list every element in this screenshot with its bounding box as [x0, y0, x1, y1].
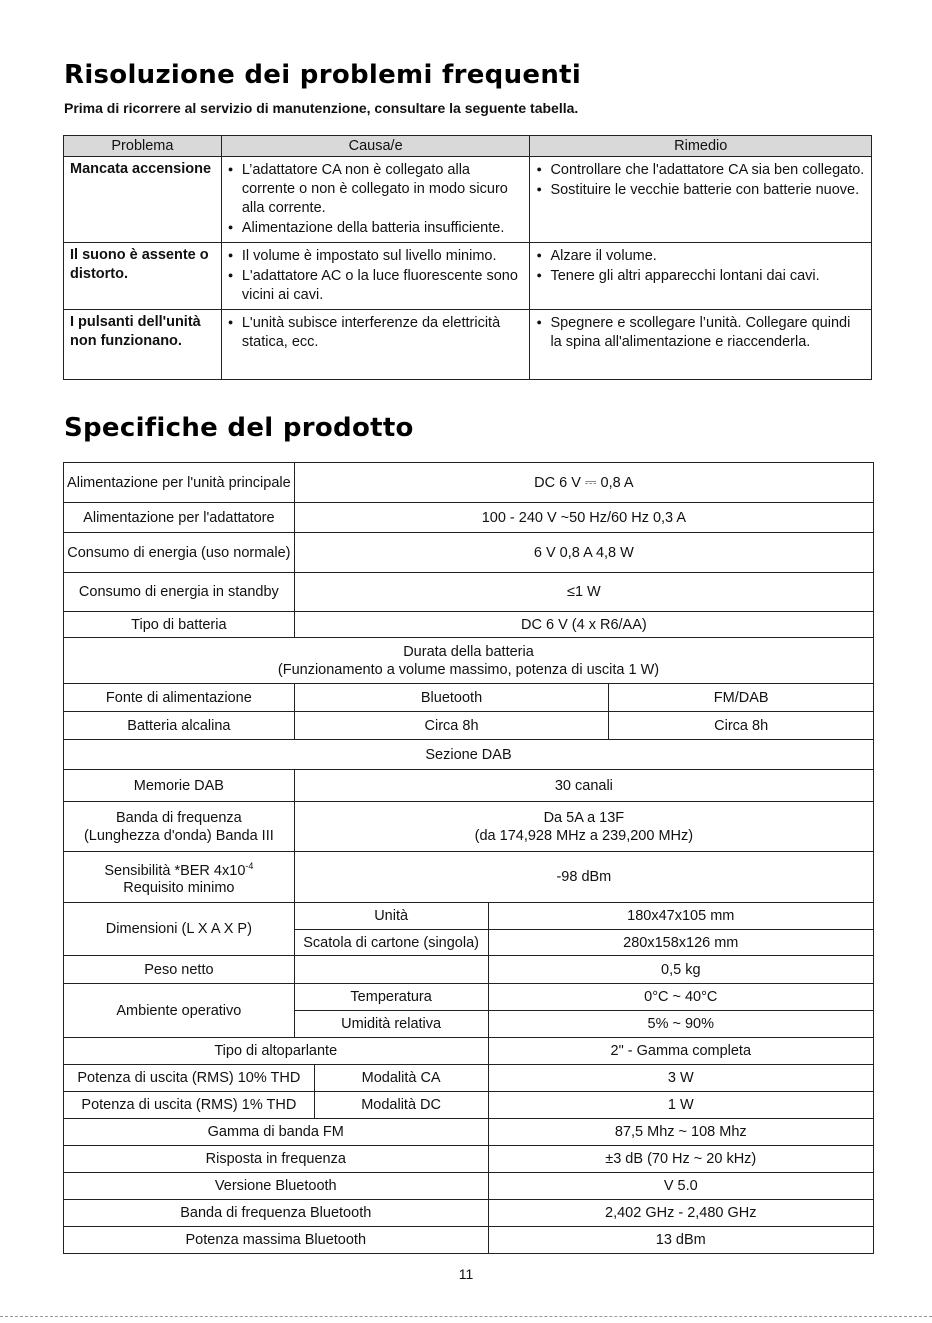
spec-sublabel: Modalità DC — [314, 1092, 488, 1119]
table-row — [64, 1065, 874, 1092]
table-row — [64, 1038, 874, 1065]
sensitivity-label-line1: Sensibilità *BER 4x10 — [104, 862, 246, 879]
remedy-item: ● Tenere gli altri apparecchi lontani dai cavi. — [536, 266, 865, 286]
cause-cell — [221, 310, 530, 380]
spec-label: Alimentazione per l'unità principale — [64, 463, 295, 503]
troubleshooting-intro: Prima di ricorrere al servizio di manutenzione, consultare la seguente tabella. — [64, 100, 579, 116]
spec-value: 0°C ~ 40°C — [488, 984, 873, 1011]
table-row — [64, 903, 874, 930]
spec-value: 2" - Gamma completa — [488, 1038, 873, 1065]
dab-section-heading: Sezione DAB — [64, 740, 874, 770]
table-row — [64, 612, 874, 638]
spec-value — [294, 802, 873, 852]
remedy-cell — [530, 243, 872, 310]
cause-item: ● L'unità subisce interferenze da elettricità statica, ecc. — [228, 313, 524, 352]
spec-label: Tipo di altoparlante — [64, 1038, 489, 1065]
sensitivity-label-line2: Requisito minimo — [123, 880, 235, 897]
battery-life-title: Durata della batteria — [403, 643, 534, 660]
table-row — [64, 770, 874, 802]
cause-item: ● Il volume è impostato sul livello minimo. — [228, 246, 524, 266]
cause-cell — [221, 157, 530, 243]
spec-value: 87,5 Mhz ~ 108 Mhz — [488, 1119, 873, 1146]
table-row — [64, 1173, 874, 1200]
spec-label: Consumo di energia in standby — [64, 573, 295, 612]
spec-sublabel: Modalità CA — [314, 1065, 488, 1092]
spec-label: Risposta in frequenza — [64, 1146, 489, 1173]
spec-value: 2,402 GHz - 2,480 GHz — [488, 1200, 873, 1227]
spec-sublabel: Unità — [294, 903, 488, 930]
spec-label: Versione Bluetooth — [64, 1173, 489, 1200]
table-row — [64, 852, 874, 903]
specs-title: Specifiche del prodotto — [64, 413, 414, 443]
spec-label — [64, 802, 295, 852]
table-row — [64, 310, 872, 380]
spec-value: ≤1 W — [294, 573, 873, 612]
spec-value: ±3 dB (70 Hz ~ 20 kHz) — [488, 1146, 873, 1173]
remedy-item: ● Spegnere e scollegare l’unità. Collegare quindi la spina all'alimentazione e riaccenderla. — [536, 313, 865, 352]
spec-label: Ambiente operativo — [64, 984, 295, 1038]
spec-value: 180x47x105 mm — [488, 903, 873, 930]
spec-value: Bluetooth — [294, 684, 609, 712]
table-row — [64, 533, 874, 573]
spec-label: Dimensioni (L X A X P) — [64, 903, 295, 956]
spec-label: Gamma di banda FM — [64, 1119, 489, 1146]
spec-value: 30 canali — [294, 770, 873, 802]
table-row — [64, 984, 874, 1011]
header-problem: Problema — [64, 136, 222, 157]
table-row — [64, 1119, 874, 1146]
freq-band-label-line2: (Lunghezza d'onda) Banda III — [83, 827, 274, 844]
battery-life-subtitle: (Funzionamento a volume massimo, potenza di uscita 1 W) — [277, 661, 660, 678]
spec-value: Circa 8h — [294, 712, 609, 740]
remedy-cell — [530, 310, 872, 380]
table-row — [64, 573, 874, 612]
spec-label: Banda di frequenza Bluetooth — [64, 1200, 489, 1227]
table-row — [64, 243, 872, 310]
spec-label: Consumo di energia (uso normale) — [64, 533, 295, 573]
table-row — [64, 503, 874, 533]
problem-cell: Mancata accensione — [64, 157, 222, 243]
table-row — [64, 1200, 874, 1227]
cause-item: ● L’adattatore CA non è collegato alla corrente o non è collegato in modo sicuro alla corrente. — [228, 160, 524, 218]
spec-value: Circa 8h — [609, 712, 874, 740]
spec-value: -98 dBm — [294, 852, 873, 903]
table-row — [64, 802, 874, 852]
spec-sublabel: Temperatura — [294, 984, 488, 1011]
header-remedy: Rimedio — [530, 136, 872, 157]
spec-value: DC 6 V (4 x R6/AA) — [294, 612, 873, 638]
table-row — [64, 638, 874, 684]
spec-value: 100 - 240 V ~50 Hz/60 Hz 0,3 A — [294, 503, 873, 533]
spec-label: Tipo di batteria — [64, 612, 295, 638]
spec-value: 6 V 0,8 A 4,8 W — [294, 533, 873, 573]
spec-sublabel: Scatola di cartone (singola) — [294, 930, 488, 956]
freq-band-value-line2: (da 174,928 MHz a 239,200 MHz) — [474, 827, 694, 844]
page-number: 11 — [458, 1266, 474, 1282]
freq-band-value-line1: Da 5A a 13F — [543, 809, 625, 826]
spec-label: Potenza di uscita (RMS) 10% THD — [64, 1065, 315, 1092]
cause-cell — [221, 243, 530, 310]
troubleshooting-table — [63, 135, 872, 380]
spec-value: 1 W — [488, 1092, 873, 1119]
remedy-cell — [530, 157, 872, 243]
table-row — [64, 740, 874, 770]
page-bottom-divider — [0, 1316, 932, 1317]
cause-item: ● Alimentazione della batteria insufficiente. — [228, 218, 524, 238]
remedy-item: ● Alzare il volume. — [536, 246, 865, 266]
battery-life-heading — [64, 638, 874, 684]
header-cause: Causa/e — [221, 136, 530, 157]
table-row — [64, 712, 874, 740]
troubleshooting-title: Risoluzione dei problemi frequenti — [64, 60, 582, 90]
spec-label: Potenza massima Bluetooth — [64, 1227, 489, 1254]
spec-value: V 5.0 — [488, 1173, 873, 1200]
spec-value: 0,5 kg — [488, 956, 873, 984]
spec-value: 3 W — [488, 1065, 873, 1092]
table-row — [64, 684, 874, 712]
sensitivity-exponent: -4 — [245, 860, 254, 871]
table-row — [64, 1146, 874, 1173]
table-row — [64, 1092, 874, 1119]
table-row — [64, 956, 874, 984]
spec-label: Batteria alcalina — [64, 712, 295, 740]
specs-table — [63, 462, 874, 1254]
spec-label: Alimentazione per l'adattatore — [64, 503, 295, 533]
spec-label: Memorie DAB — [64, 770, 295, 802]
problem-cell: Il suono è assente o distorto. — [64, 243, 222, 310]
spec-label: Potenza di uscita (RMS) 1% THD — [64, 1092, 315, 1119]
spec-value: 13 dBm — [488, 1227, 873, 1254]
cause-item: ● L'adattatore AC o la luce fluorescente sono vicini ai cavi. — [228, 266, 524, 305]
table-row — [64, 463, 874, 503]
spec-sublabel: Umidità relativa — [294, 1011, 488, 1038]
table-row — [64, 1227, 874, 1254]
spec-label — [64, 852, 295, 903]
spec-value: FM/DAB — [609, 684, 874, 712]
remedy-item: ● Sostituire le vecchie batterie con batterie nuove. — [536, 180, 865, 200]
table-row — [64, 157, 872, 243]
spec-label: Peso netto — [64, 956, 295, 984]
problem-cell: I pulsanti dell'unità non funzionano. — [64, 310, 222, 380]
spec-value: 280x158x126 mm — [488, 930, 873, 956]
remedy-item: ● Controllare che l'adattatore CA sia ben collegato. — [536, 160, 865, 180]
spec-value: 5% ~ 90% — [488, 1011, 873, 1038]
spec-value: DC 6 V ⎓ 0,8 A — [294, 463, 873, 503]
empty-cell — [294, 956, 488, 984]
freq-band-label-line1: Banda di frequenza — [115, 809, 242, 826]
spec-label: Fonte di alimentazione — [64, 684, 295, 712]
